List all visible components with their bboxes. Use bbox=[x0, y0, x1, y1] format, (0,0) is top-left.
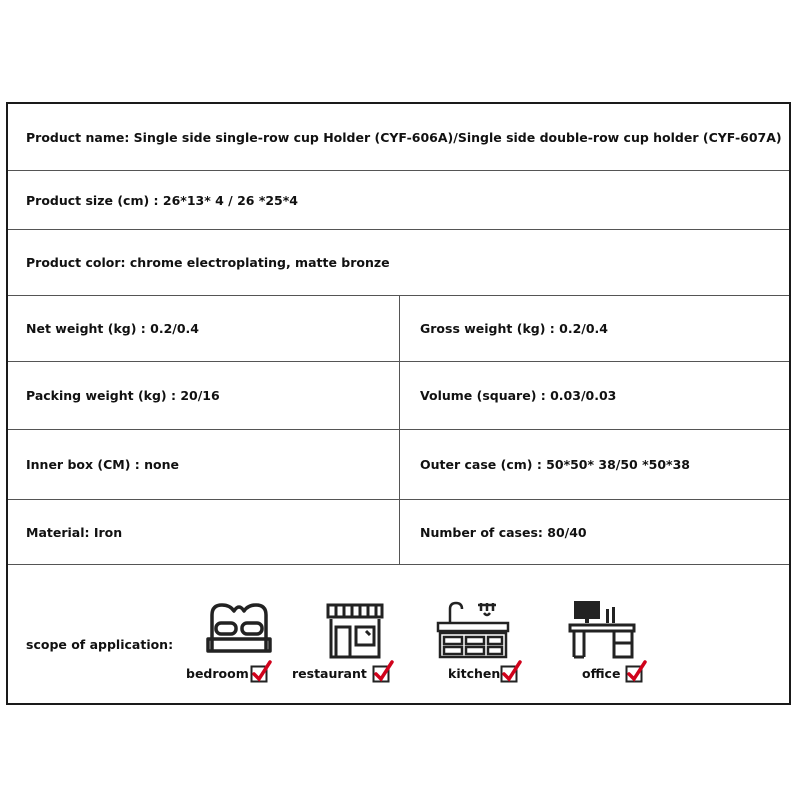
desk-icon bbox=[568, 601, 636, 659]
number-of-cases-text: Number of cases: 80/40 bbox=[420, 524, 587, 540]
row-scope bbox=[8, 565, 789, 705]
outer-case-text: Outer case (cm) : 50*50* 38/50 *50*38 bbox=[420, 457, 690, 472]
bedroom-label: bedroom bbox=[186, 666, 249, 681]
row-packing bbox=[8, 362, 789, 430]
product-color-text: Product color: chrome electroplating, matte bronze bbox=[26, 255, 390, 270]
bed-icon bbox=[206, 601, 272, 655]
row-material bbox=[8, 500, 789, 565]
row-boxes bbox=[8, 430, 789, 500]
office-label: office bbox=[582, 666, 621, 681]
net-weight-text: Net weight (kg) : 0.2/0.4 bbox=[8, 296, 400, 361]
scope-label: scope of application: bbox=[26, 637, 174, 652]
row-product-color bbox=[8, 230, 789, 296]
kitchen-label: kitchen bbox=[448, 666, 501, 681]
volume-text: Volume (square) : 0.03/0.03 bbox=[420, 388, 617, 403]
inner-box-text: Inner box (CM) : none bbox=[8, 430, 400, 499]
check-icon bbox=[500, 660, 522, 684]
restaurant-label: restaurant bbox=[292, 666, 367, 681]
product-name-text: Product name: Single side single-row cup Holder (CYF-606A)/Single side double-row cup holder (CYF-607A) bbox=[26, 129, 782, 145]
scope-item-kitchen bbox=[434, 565, 534, 705]
spec-table bbox=[6, 102, 791, 705]
material-text: Material: Iron bbox=[8, 500, 400, 564]
row-weights bbox=[8, 296, 789, 362]
packing-weight-text: Packing weight (kg) : 20/16 bbox=[8, 362, 400, 429]
kitchen-icon bbox=[436, 601, 510, 659]
product-size-text: Product size (cm) : 26*13* 4 / 26 *25*4 bbox=[26, 192, 298, 208]
gross-weight-text: Gross weight (kg) : 0.2/0.4 bbox=[420, 321, 608, 336]
check-icon bbox=[372, 660, 394, 684]
scope-item-office bbox=[568, 565, 668, 705]
check-icon bbox=[625, 660, 647, 684]
row-product-size bbox=[8, 171, 789, 230]
check-icon bbox=[250, 660, 272, 684]
scope-item-bedroom bbox=[178, 565, 278, 705]
row-product-name bbox=[8, 104, 789, 171]
storefront-icon bbox=[326, 601, 384, 659]
scope-item-restaurant bbox=[284, 565, 404, 705]
